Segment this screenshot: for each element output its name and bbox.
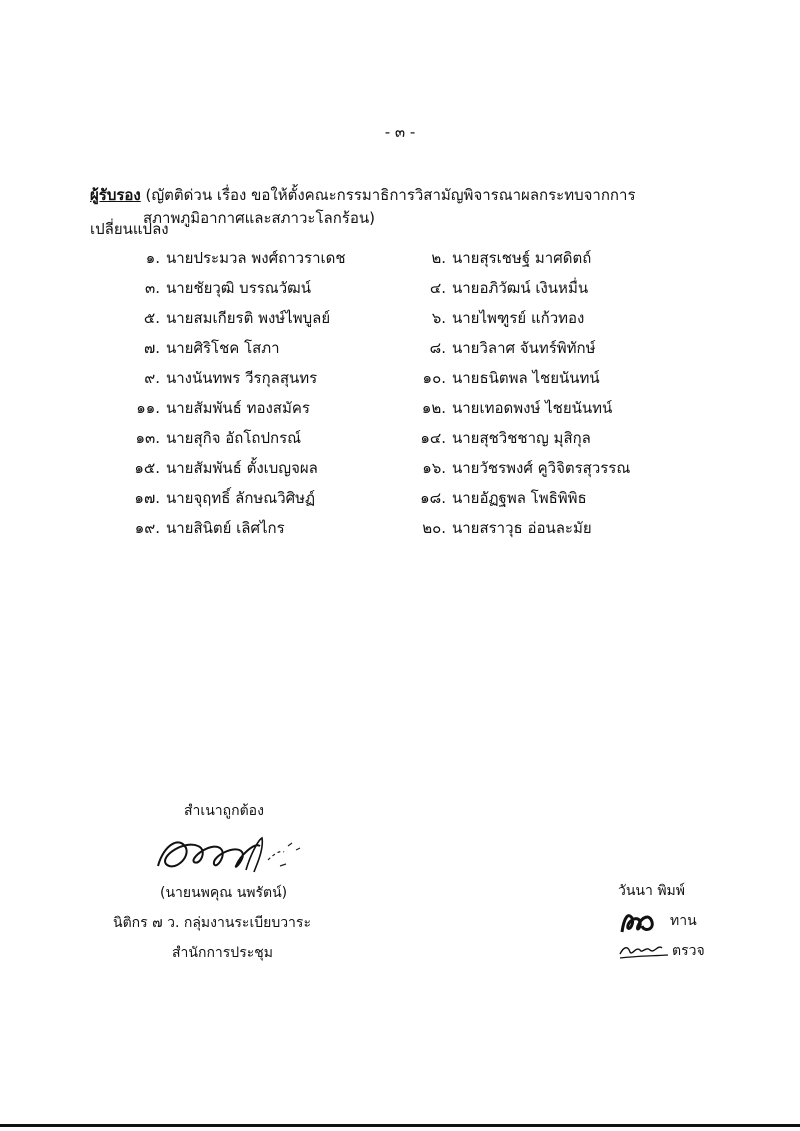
- reader-initials-icon: [618, 908, 658, 940]
- signer-name: นายสัมพันธ์ ทองสมัคร: [166, 399, 310, 417]
- signer-name: นายธนิตพล ไชยนันทน์: [452, 369, 600, 387]
- signer-item: [120, 426, 301, 450]
- signer-name: นายสมเกียรติ พงษ์ไพบูลย์: [166, 309, 331, 327]
- signer-item: [408, 516, 592, 540]
- heading-line-2: สภาพภูมิอากาศและสภาวะโลกร้อน): [143, 209, 375, 227]
- signer-row: [0, 366, 800, 396]
- signer-name: นายชัยวุฒิ บรรณวัฒน์: [166, 279, 311, 297]
- signer-item: [120, 486, 315, 510]
- signer-number: ๑๐.: [422, 369, 446, 387]
- signer-item: [120, 306, 330, 330]
- signer-name: นายสุรเชษฐ์ มาศดิตถ์: [452, 249, 592, 267]
- signer-number: ๓.: [144, 279, 160, 297]
- signer-number: ๒๐.: [422, 519, 446, 537]
- signer-item: [408, 366, 600, 390]
- signer-item: [120, 456, 318, 480]
- signer-number: ๑๔.: [420, 429, 446, 447]
- signer-item: [408, 426, 591, 450]
- signer-item: [408, 246, 591, 270]
- signer-name: นายจุฤทธิ์ ลักษณวิศิษฏ์: [166, 489, 316, 507]
- signer-item: [408, 396, 612, 420]
- signer-number: ๘.: [429, 339, 446, 357]
- signer-name: นายเทอดพงษ์ ไชยนันทน์: [452, 399, 613, 417]
- signer-name: นายสุกิจ อัถโถปกรณ์: [166, 429, 302, 447]
- signer-item: [120, 276, 311, 300]
- signer-name: นางนันทพร วีรกุลสุนทร: [166, 369, 318, 387]
- signer-row: [0, 456, 800, 486]
- signer-number: ๑๘.: [420, 489, 446, 507]
- signer-number: ๑๑.: [136, 399, 160, 417]
- signer-row: [0, 426, 800, 456]
- signer-item: [408, 276, 588, 300]
- certifier-position: นิติกร ๗ ว. กลุ่มงานระเบียบวาระ: [113, 915, 311, 931]
- signer-name: นายสินิตย์ เลิศไกร: [166, 519, 285, 537]
- signer-name: นายวิลาศ จันทร์พิทักษ์: [452, 339, 596, 357]
- signer-row: [0, 246, 800, 276]
- signer-row: [0, 276, 800, 306]
- page-bottom-border: [0, 1124, 800, 1127]
- heading-label: ผู้รับรอง: [90, 186, 141, 204]
- signer-item: [120, 246, 346, 270]
- checker-initials-icon: [618, 938, 674, 966]
- signer-number: ๖.: [431, 309, 446, 327]
- signer-item: [408, 306, 584, 330]
- signer-row: [0, 336, 800, 366]
- signer-number: ๔.: [429, 279, 446, 297]
- signer-name: นายอภิวัฒน์ เงินหมื่น: [452, 279, 589, 297]
- signer-number: ๑๙.: [134, 519, 160, 537]
- signer-item: [408, 456, 630, 480]
- signer-number: ๑๒.: [421, 399, 446, 417]
- signer-number: ๑๕.: [134, 459, 160, 477]
- signer-name: นายศิริโชค โสภา: [166, 339, 280, 357]
- certification-title: สำเนาถูกต้อง: [184, 803, 264, 819]
- signer-name: นายวัชรพงศ์ คูวิจิตรสุวรรณ: [452, 459, 631, 477]
- signer-row: [0, 306, 800, 336]
- signer-name: นายสราวุธ อ่อนละมัย: [452, 519, 592, 537]
- signer-item: [408, 336, 596, 360]
- signer-item: [120, 366, 317, 390]
- signer-item: [408, 486, 587, 510]
- signer-row: [0, 486, 800, 516]
- typist-label: วันนา พิมพ์: [618, 883, 685, 899]
- signer-number: ๑๓.: [135, 429, 160, 447]
- signer-name: นายสัมพันธ์ ตั้งเบญจผล: [166, 459, 318, 477]
- reader-label: ทาน: [670, 913, 697, 929]
- certifier-name: (นายนพคุณ นพรัตน์): [160, 885, 288, 901]
- signer-number: ๙.: [144, 369, 160, 387]
- signer-name: นายสุชวิชชาญ มุสิกุล: [452, 429, 591, 447]
- handwritten-signature: [150, 826, 310, 886]
- signer-name: นายไพฑูรย์ แก้วทอง: [452, 309, 585, 327]
- signer-row: [0, 396, 800, 426]
- signer-number: ๑๗.: [134, 489, 160, 507]
- signer-number: ๑.: [145, 249, 160, 267]
- certifier-office: สำนักการประชุม: [172, 945, 273, 961]
- signer-number: ๑๖.: [422, 459, 446, 477]
- signer-name: นายประมวล พงศ์ถาวราเดช: [166, 249, 346, 267]
- signer-name: นายอัฏฐพล โพธิพิพิธ: [452, 489, 587, 507]
- signer-item: [120, 516, 285, 540]
- signer-list: [0, 246, 800, 546]
- signer-row: [0, 516, 800, 546]
- signer-number: ๒.: [431, 249, 446, 267]
- page-number: - ๓ -: [384, 123, 416, 141]
- signer-number: ๕.: [143, 309, 160, 327]
- signer-number: ๗.: [143, 339, 160, 357]
- heading-motion-title: (ญัตติด่วน เรื่อง ขอให้ตั้งคณะกรรมาธิการวิสามัญพิจารณาผลกระทบจากการเปลี่ยนแปลง: [90, 186, 636, 238]
- signer-item: [120, 336, 280, 360]
- signature-scribble-icon: [150, 826, 310, 882]
- signer-item: [120, 396, 310, 420]
- checker-label: ตรวจ: [672, 943, 705, 959]
